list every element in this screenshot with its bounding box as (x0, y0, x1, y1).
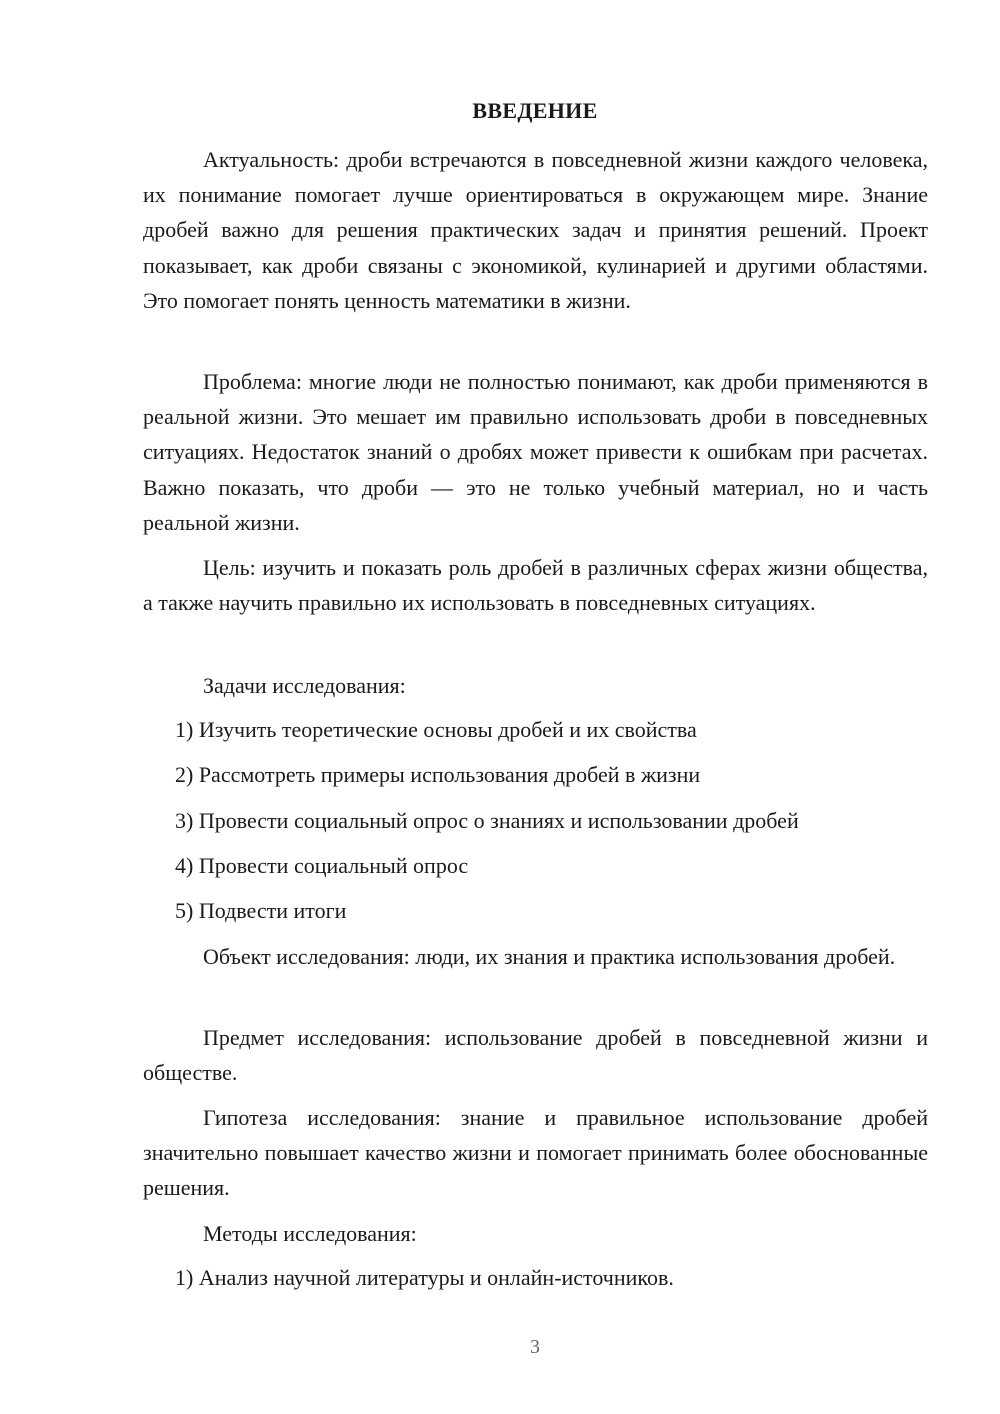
hypothesis-text: Гипотеза исследования: знание и правильное использование дробей значительно повышает качество жизни и помогает принимать более обоснованные решения. (143, 1105, 928, 1201)
task-item-1: 1) Изучить теоретические основы дробей и их свойства (175, 717, 697, 742)
page-number: 3 (530, 1336, 540, 1358)
relevance-paragraph (143, 142, 928, 318)
tasks-heading: Задачи исследования: (203, 673, 406, 698)
tasks-heading-paragraph (143, 668, 928, 703)
relevance-text: Актуальность: дроби встречаются в повседневной жизни каждого человека, их понимание помогает лучше ориентироваться в окружающем мире. Знание дробей важно для решения практических задач и принятия решений. Проект показывает, как дроби связаны с экономикой, кулинарией и другими областями. Это помогает понять ценность математики в жизни. (143, 147, 928, 313)
task-item-4: 4) Провести социальный опрос (175, 853, 469, 878)
task-item-5: 5) Подвести итоги (175, 898, 347, 923)
page-title: ВВЕДЕНИЕ (472, 98, 598, 123)
method-item-1: 1) Анализ научной литературы и онлайн-источников. (175, 1265, 674, 1290)
hypothesis-paragraph (143, 1100, 928, 1206)
goal-text: Цель: изучить и показать роль дробей в различных сферах жизни общества, а также научить правильно их использовать в повседневных ситуациях. (143, 555, 928, 616)
methods-heading: Методы исследования: (203, 1221, 417, 1246)
goal-paragraph (143, 550, 928, 620)
task-item-3: 3) Провести социальный опрос о знаниях и использовании дробей (175, 808, 799, 833)
problem-text: Проблема: многие люди не полностью понимают, как дроби применяются в реальной жизни. Это мешает им правильно использовать дроби в повседневных ситуациях. Недостаток знаний о дробях может привести к ошибкам при расчетах. Важно показать, что дроби — это не только учебный материал, но и часть реальной жизни. (143, 369, 928, 535)
subject-paragraph (143, 1020, 928, 1090)
methods-heading-paragraph (143, 1216, 928, 1251)
object-paragraph (143, 939, 928, 974)
task-item-2: 2) Рассмотреть примеры использования дробей в жизни (175, 762, 701, 787)
subject-text: Предмет исследования: использование дробей в повседневной жизни и обществе. (143, 1025, 928, 1086)
problem-paragraph (143, 364, 928, 540)
object-text: Объект исследования: люди, их знания и практика использования дробей. (203, 944, 896, 969)
